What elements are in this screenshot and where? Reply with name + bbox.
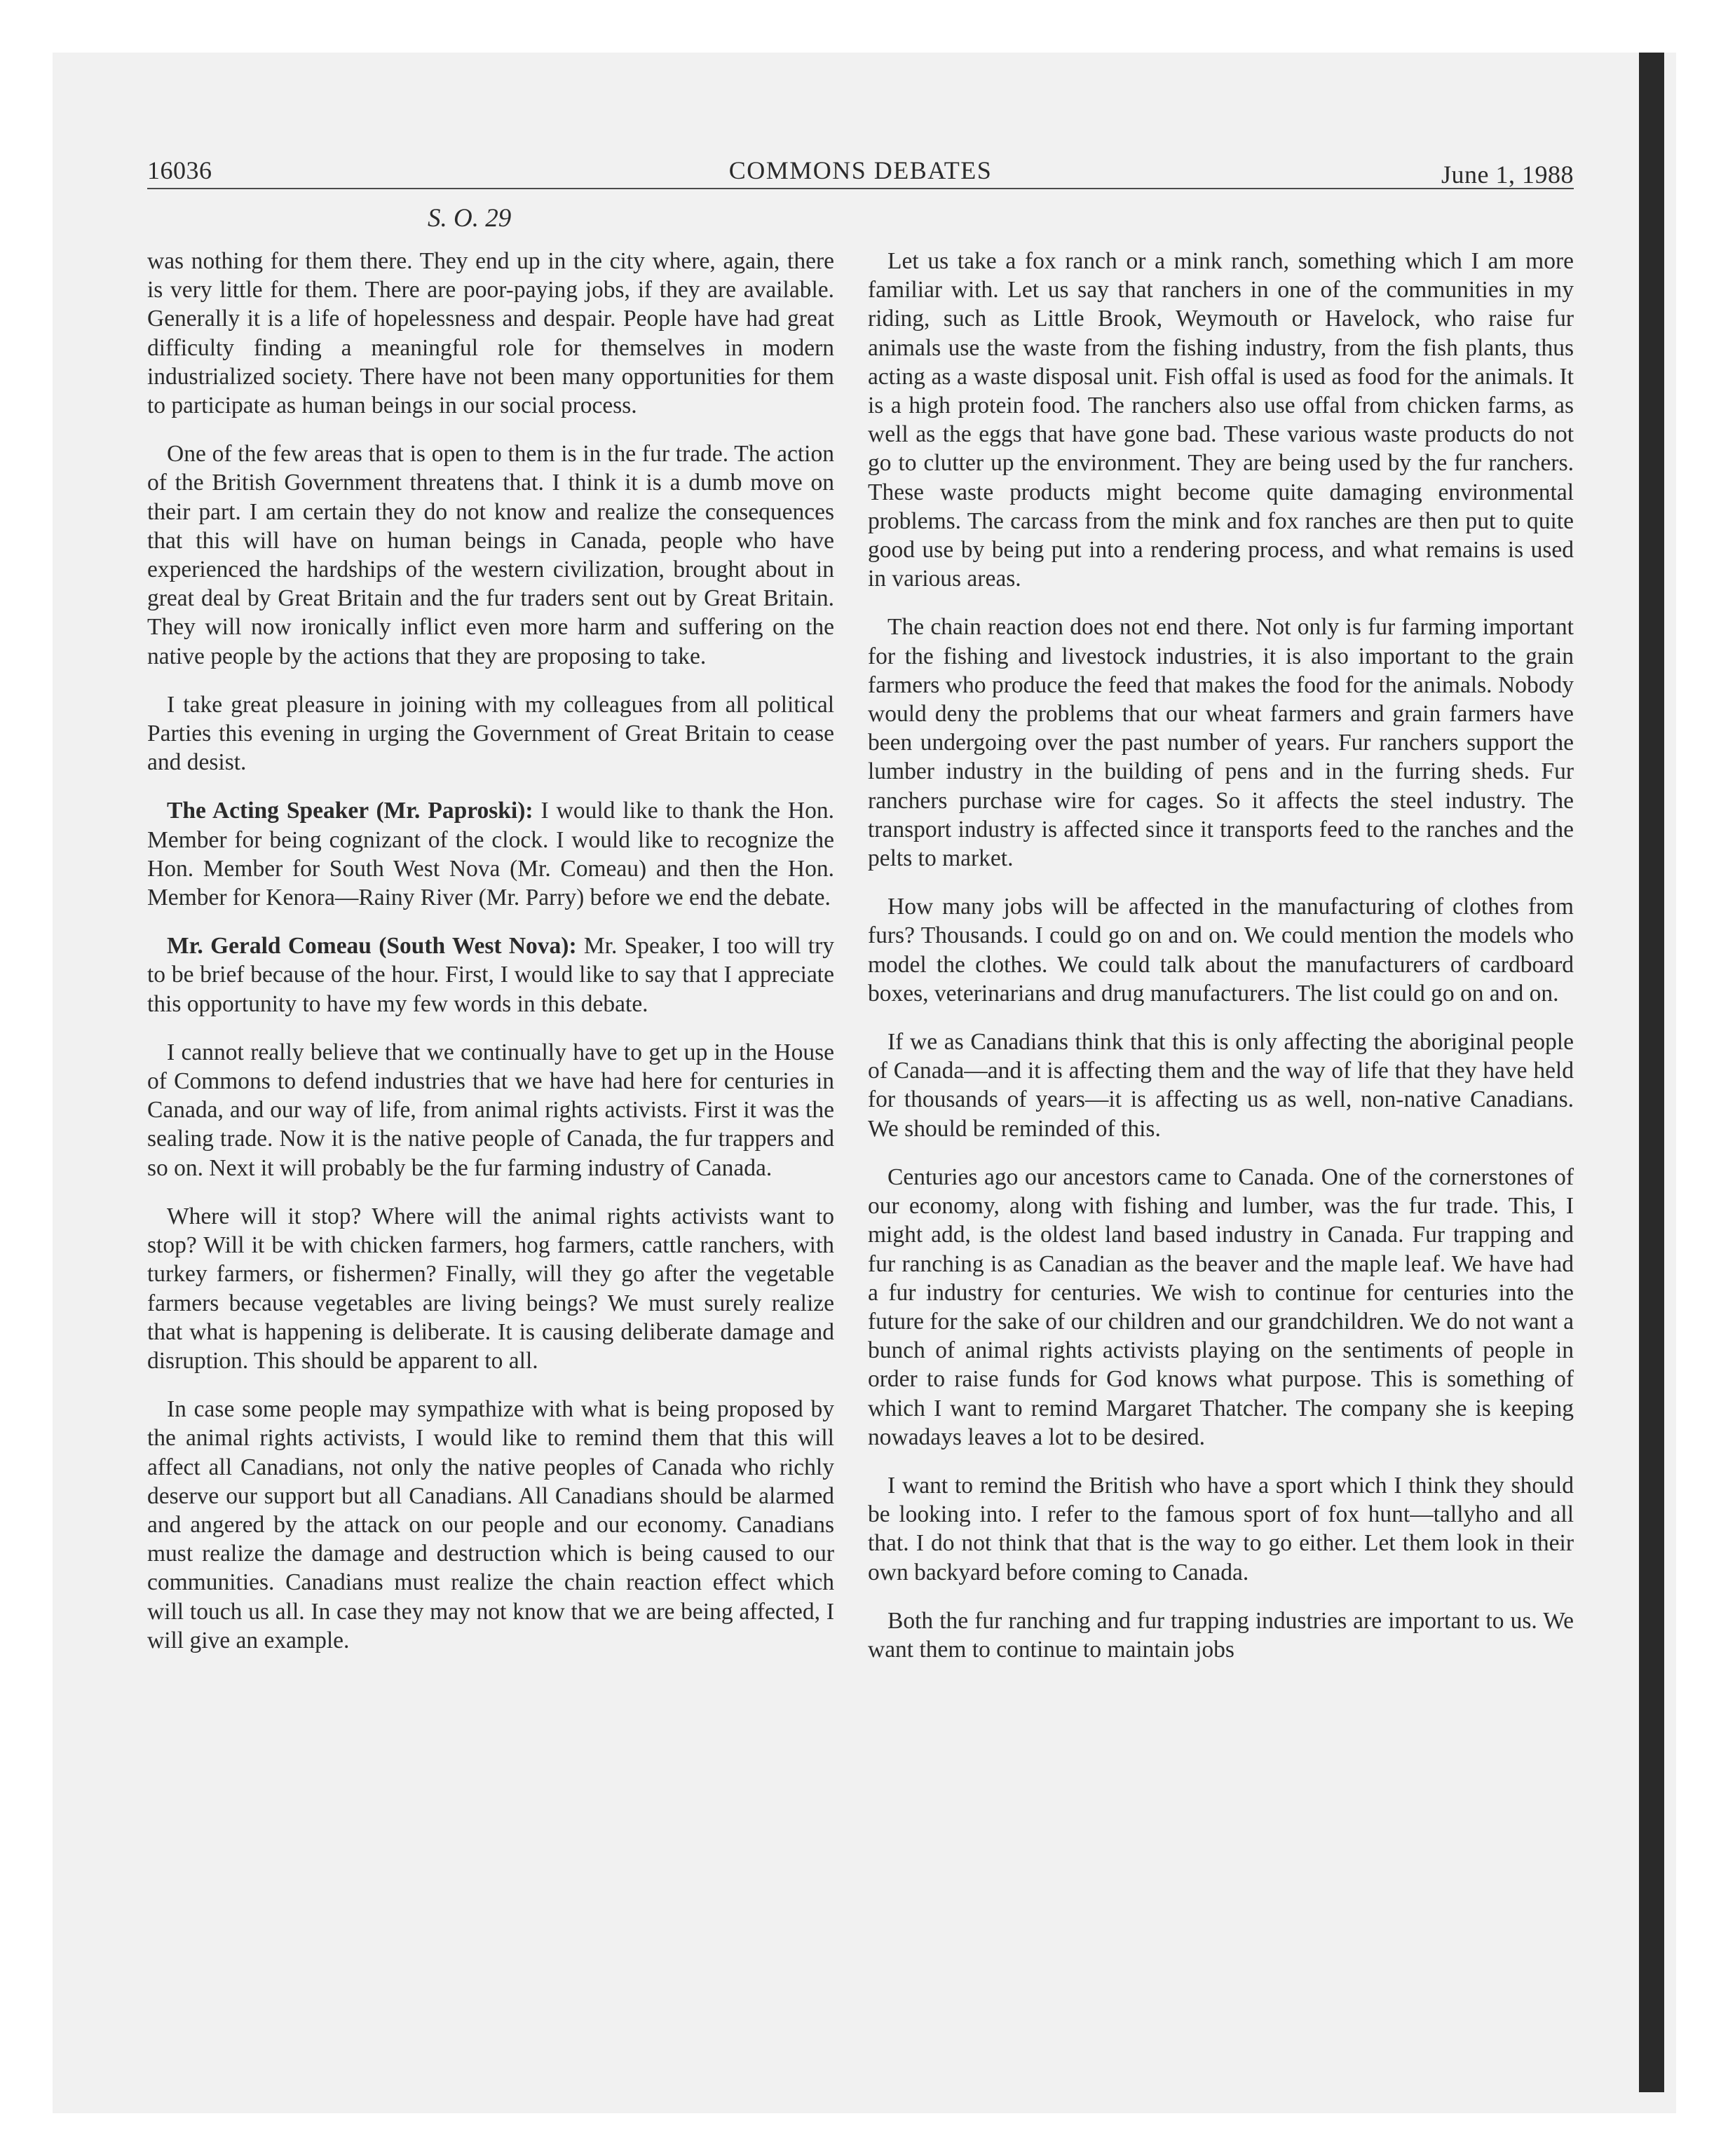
publication-date: June 1, 1988 [1441, 161, 1574, 189]
paragraph: I cannot really believe that we continually have to get up in the House of Commons to defend industries that we have had here for centuries in Canada, and our way of life, from animal rights activists. First it was the sealing trade. Now it is the native people of Canada, the fur trappers and so on. Next it will probably be the fur farming industry of Canada. [147, 1039, 834, 1181]
paragraph: The Acting Speaker (Mr. Paproski): I would like to thank the Hon. Member for being cognizant of the clock. I would like to recognize the Hon. Member for South West Nova (Mr. Comeau) and then the Hon. Member for Kenora—Rainy River (Mr. Parry) before we end the debate. [147, 798, 834, 911]
paragraph: I want to remind the British who have a sport which I think they should be looking into. I refer to the famous sport of fox hunt—tallyho and all that. I do not think that that is the way to go either. Let them look in their own backyard before coming to Canada. [868, 1472, 1574, 1585]
header-rule [147, 188, 1574, 189]
paragraph: I take great pleasure in joining with my colleagues from all political Parties this evening in urging the Government of Great Britain to cease and desist. [147, 691, 834, 776]
page-number: 16036 [147, 156, 212, 184]
paragraph: How many jobs will be affected in the manufacturing of clothes from furs? Thousands. I could go on and on. We could mention the models who model the clothes. We could talk about the manufacturers of cardboard boxes, veterinarians and drug manufacturers. The list could go on and on. [868, 894, 1574, 1007]
publication-title: COMMONS DEBATES [728, 156, 993, 184]
paragraph: Both the fur ranching and fur trapping industries are important to us. We want them to continue to maintain jobs [868, 1607, 1574, 1663]
paragraph: If we as Canadians think that this is only affecting the aboriginal people of Canada—and it is affecting them and the way of life that they have held for thousands of years—it is affecting us as well, non-native Canadians. We should be reminded of this. [868, 1029, 1574, 1142]
paragraph: One of the few areas that is open to them is in the fur trade. The action of the British Government threatens that. I think it is a dumb move on their part. I am certain they do not know and realize the consequences that this will have on human beings in Canada, people who have experienced the hardships of the western civilization, brought about in great deal by Great Britain and the fur traders sent out by Great Britain. They will now ironically inflict even more harm and suffering on the native people by the actions that they are proposing to take. [147, 441, 834, 669]
paragraph: Let us take a fox ranch or a mink ranch, something which I am more familiar with. Let us say that ranchers in one of the communities in my riding, such as Little Brook, Weymouth or Havelock, who raise fur animals use the waste from the fishing industry, from the fish plants, thus acting as a waste disposal unit. Fish offal is used as food for the animals. It is a high protein food. The ranchers also use offal from chicken farms, as well as the eggs that have gone bad. These various waste products do not go to clutter up the environment. They are being used by the fur ranchers. These waste products might become quite damaging environmental problems. The carcass from the mink and fox ranches are then put to quite good use by being put into a rendering process, and what remains is used in various areas. [868, 248, 1574, 592]
page-header [147, 156, 1574, 191]
paragraph: Where will it stop? Where will the animal rights activists want to stop? Will it be with chicken farmers, hog farmers, cattle ranchers, with turkey farmers, or fishermen? Finally, will they go after the vegetable farmers because vegetables are living beings? We must surely realize that what is happening is deliberate. It is causing deliberate damage and disruption. This should be apparent to all. [147, 1203, 834, 1374]
section-label: S. O. 29 [428, 204, 512, 233]
paragraph: Mr. Gerald Comeau (South West Nova): Mr. Speaker, I too will try to be brief because of the hour. First, I would like to say that I appreciate this opportunity to have my few words in this debate. [147, 933, 835, 1017]
speaker-name: The Acting Speaker (Mr. Paproski): [167, 798, 533, 824]
left-column [147, 247, 834, 1674]
right-column [868, 247, 1574, 1684]
paragraph: Centuries ago our ancestors came to Canada. One of the cornerstones of our economy, along with fishing and lumber, was the fur trade. This, I might add, is the oldest land based industry in Canada. Fur trapping and fur ranching is as Canadian as the beaver and the maple leaf. We have had a fur industry for centuries. We wish to continue for centuries into the future for the sake of our children and our grandchildren. We do not want a bunch of animal rights activists playing on the sentiments of people in order to raise funds for God knows what purpose. This is something of which I want to remind Margaret Thatcher. The company she is keeping nowadays leaves a lot to be desired. [868, 1164, 1574, 1450]
paragraph: In case some people may sympathize with what is being proposed by the animal rights activists, I would like to remind them that this will affect all Canadians, not only the native peoples of Canada who richly deserve our support but all Canadians. All Canadians should be alarmed and angered by the attack on our people and our economy. Canadians must realize the damage and destruction which is being caused to our communities. Canadians must realize the chain reaction effect which will touch us all. In case they may not know that we are being affected, I will give an example. [147, 1396, 834, 1653]
paragraph: was nothing for them there. They end up in the city where, again, there is very little for them. There are poor-paying jobs, if they are available. Generally it is a life of hopelessness and despair. People have had great difficulty finding a meaningful role for themselves in modern industrialized society. There have not been many opportunities for them to participate as human beings in our social process. [147, 248, 834, 419]
speaker-name: Mr. Gerald Comeau (South West Nova): [167, 933, 577, 960]
scan-edge-bar [1639, 53, 1664, 2092]
paragraph: The chain reaction does not end there. Not only is fur farming important for the fishing and livestock industries, it is also important to the grain farmers who produce the feed that makes the food for the animals. Nobody would deny the problems that our wheat farmers and grain farmers have been undergoing over the past number of years. Fur ranchers support the lumber industry in the building of pens and in the furring sheds. Fur ranchers purchase wire for cages. So it affects the steel industry. The transport industry is affected since it transports feed to the ranches and the pelts to market. [868, 614, 1574, 872]
